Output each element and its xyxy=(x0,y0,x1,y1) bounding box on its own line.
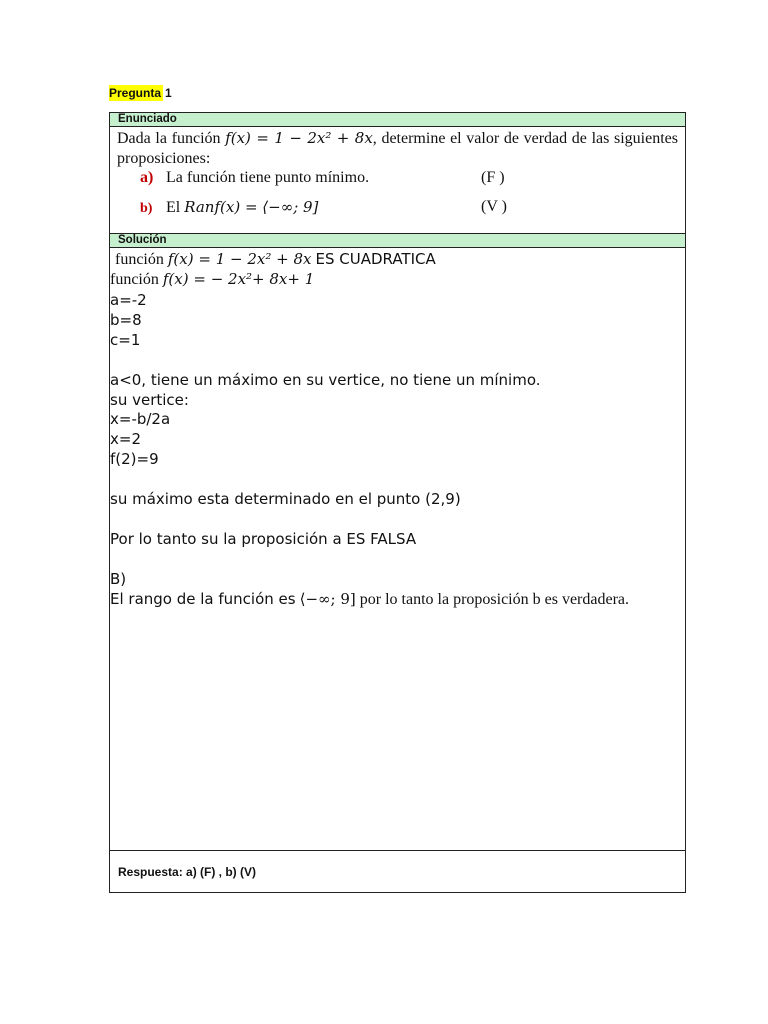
line2-math: f(x) = − 2x²+ 8x+ 1 xyxy=(162,270,315,288)
line1-prefix: función xyxy=(115,251,164,268)
range-prefix: El rango de la función es xyxy=(110,590,296,608)
vertex-label: su vertice: xyxy=(110,391,189,409)
proposition-a xyxy=(140,169,369,187)
proposition-b-prefix: El xyxy=(166,199,181,216)
part-b-label: B) xyxy=(110,570,127,588)
conclusion-a: Por lo tanto su la proposición a ES FALSA xyxy=(110,530,417,548)
coef-a: a=-2 xyxy=(110,291,147,309)
max-note: a<0, tiene un máximo en su vertice, no tiene un mínimo. xyxy=(110,371,541,389)
question-label: Pregunta xyxy=(109,86,162,100)
coef-c: c=1 xyxy=(110,331,141,349)
f-value: f(2)=9 xyxy=(110,450,159,468)
statement-suffix: , determine el valor de verdad de las siguientes proposiciones: xyxy=(117,130,679,167)
respuesta-section xyxy=(109,850,686,893)
solucion-section xyxy=(109,248,686,851)
statement-prefix: Dada la función xyxy=(117,130,221,147)
max-point: su máximo esta determinado en el punto (2,9) xyxy=(110,490,461,508)
solucion-header: Solución xyxy=(109,233,686,248)
line1-suffix: ES CUADRATICA xyxy=(315,250,436,268)
range-statement xyxy=(110,589,680,610)
vertex-formula: x=-b/2a xyxy=(110,410,171,428)
solution-line-2 xyxy=(110,269,314,290)
enunciado-header: Enunciado xyxy=(109,112,686,127)
x-value: x=2 xyxy=(110,430,141,448)
proposition-b-math: Ranf(x) = ⟨−∞; 9] xyxy=(184,198,319,216)
statement xyxy=(117,128,678,169)
range-math: ⟨−∞; 9] xyxy=(299,590,356,608)
proposition-a-answer: (F ) xyxy=(481,169,505,186)
enunciado-section xyxy=(109,127,686,234)
proposition-a-text: La función tiene punto mínimo. xyxy=(166,169,370,186)
proposition-b-label: b) xyxy=(140,201,153,216)
coef-b: b=8 xyxy=(110,311,142,329)
question-number: 1 xyxy=(165,86,172,100)
function-expression: f(x) = 1 − 2x² + 8x xyxy=(225,129,373,147)
respuesta-text: Respuesta: a) (F) , b) (V) xyxy=(118,865,257,879)
proposition-a-label: a) xyxy=(140,169,154,186)
question-title xyxy=(109,86,172,100)
line1-math: f(x) = 1 − 2x² + 8x xyxy=(167,250,312,268)
range-suffix: por lo tanto la proposición b es verdadera. xyxy=(359,591,629,608)
proposition-b-answer: (V ) xyxy=(481,198,507,215)
line2-prefix: función xyxy=(110,271,159,288)
proposition-b xyxy=(140,198,318,217)
solution-line-1 xyxy=(115,249,436,270)
